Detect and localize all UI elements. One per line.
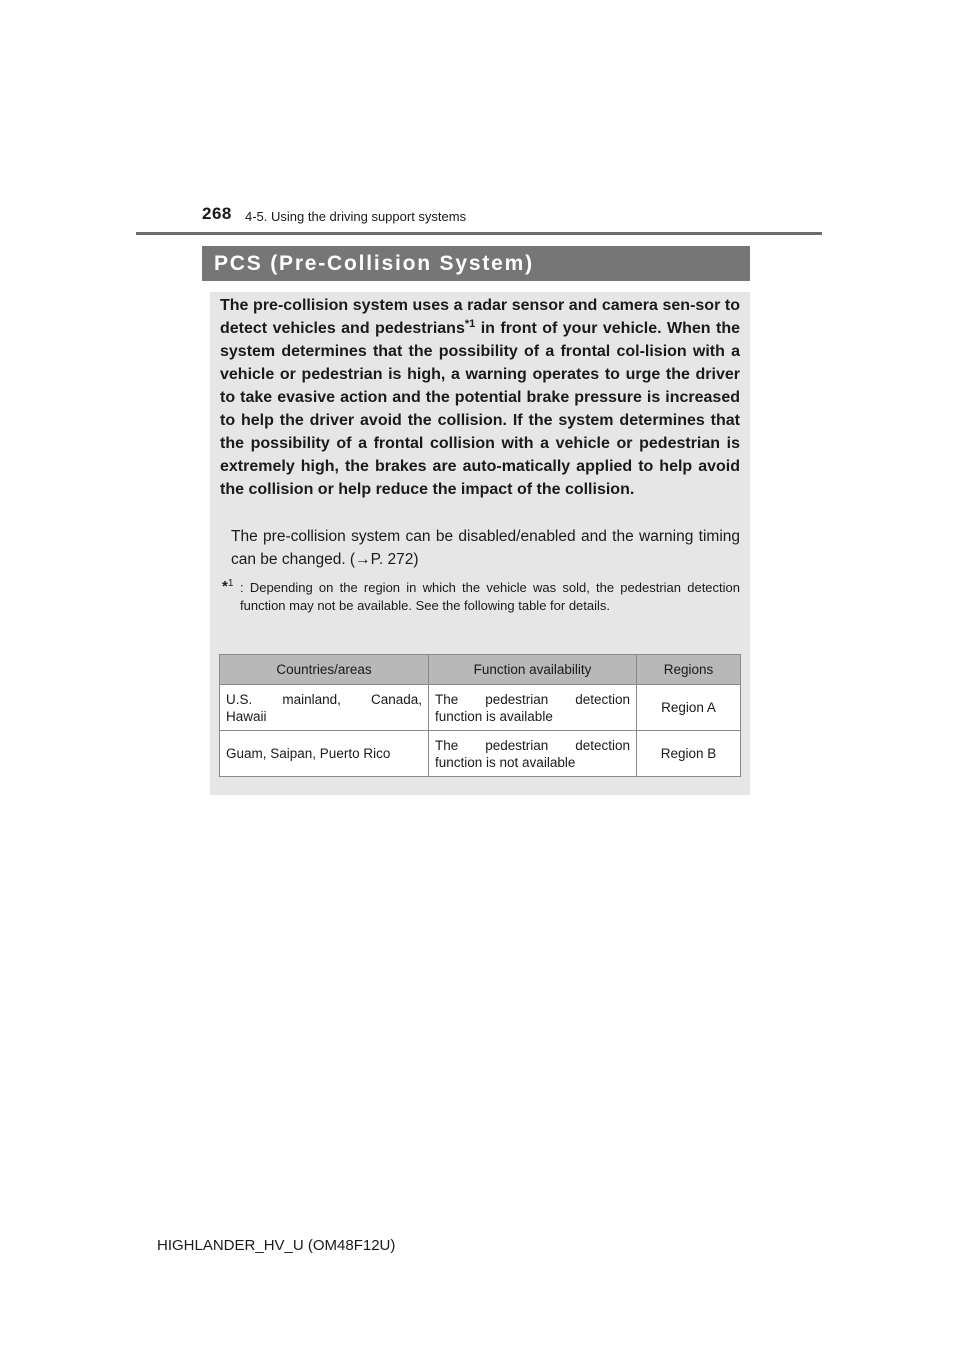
table-cell-region: Region B — [637, 731, 741, 777]
footnote-mark — [222, 575, 233, 596]
cell-text-line: The pedestrian detection — [435, 737, 630, 753]
footnote-asterisk: * — [222, 578, 228, 595]
table-cell-region: Region A — [637, 685, 741, 731]
cell-text-line: U.S. mainland, Canada, — [226, 691, 422, 707]
cell-text-line: The pedestrian detection — [435, 691, 630, 707]
table-cell-function — [429, 731, 637, 777]
footnote-reference: *1 — [464, 318, 476, 330]
footer-model-code: HIGHLANDER_HV_U (OM48F12U) — [157, 1237, 396, 1254]
column-header-regions: Regions — [637, 655, 741, 685]
table-cell-function — [429, 685, 637, 731]
table-cell-country — [220, 731, 429, 777]
table-row — [220, 685, 741, 731]
table-row — [220, 731, 741, 777]
header-divider — [136, 232, 822, 235]
footnote — [222, 579, 740, 615]
column-header-countries: Countries/areas — [220, 655, 429, 685]
intro-paragraph — [220, 294, 740, 501]
cell-text-line: Hawaii — [226, 708, 267, 724]
intro-text-part1: The pre-collision system uses a radar sensor and camera sen-sor to detect vehicles and pedestrians — [220, 297, 740, 337]
column-header-function: Function availability — [429, 655, 637, 685]
content-box — [210, 292, 750, 795]
footnote-number: 1 — [227, 578, 234, 589]
footnote-text: : Depending on the region in which the vehicle was sold, the pedestrian detection function may not be available. See the following table for details. — [240, 580, 740, 613]
section-title: 4-5. Using the driving support systems — [245, 209, 467, 224]
cell-text-line: Guam, Saipan, Puerto Rico — [226, 746, 391, 761]
page-title: PCS (Pre-Collision System) — [202, 246, 750, 281]
note-paragraph: The pre-collision system can be disabled/enabled and the warning timing can be changed. (→P. 272) — [231, 528, 740, 568]
cell-text-line: function is not available — [435, 754, 576, 770]
region-table — [219, 654, 741, 777]
page-number: 268 — [202, 204, 232, 223]
cell-text-line: function is available — [435, 708, 553, 724]
table-header-row — [220, 655, 741, 685]
table-cell-country — [220, 685, 429, 731]
intro-text-part2: in front of your vehicle. When the system determines that the possibility of a frontal col-lision with a vehicle or pedestrian is high, a warning operates to urge the driver to take evasive action and the potential brake pressure is increased to help the driver avoid the collision. If the system determines that the possibility of a frontal collision with a vehicle or pedestrian is extremely high, the brakes are auto-matically applied to help avoid the collision or help reduce the impact of the collision. — [220, 320, 740, 498]
